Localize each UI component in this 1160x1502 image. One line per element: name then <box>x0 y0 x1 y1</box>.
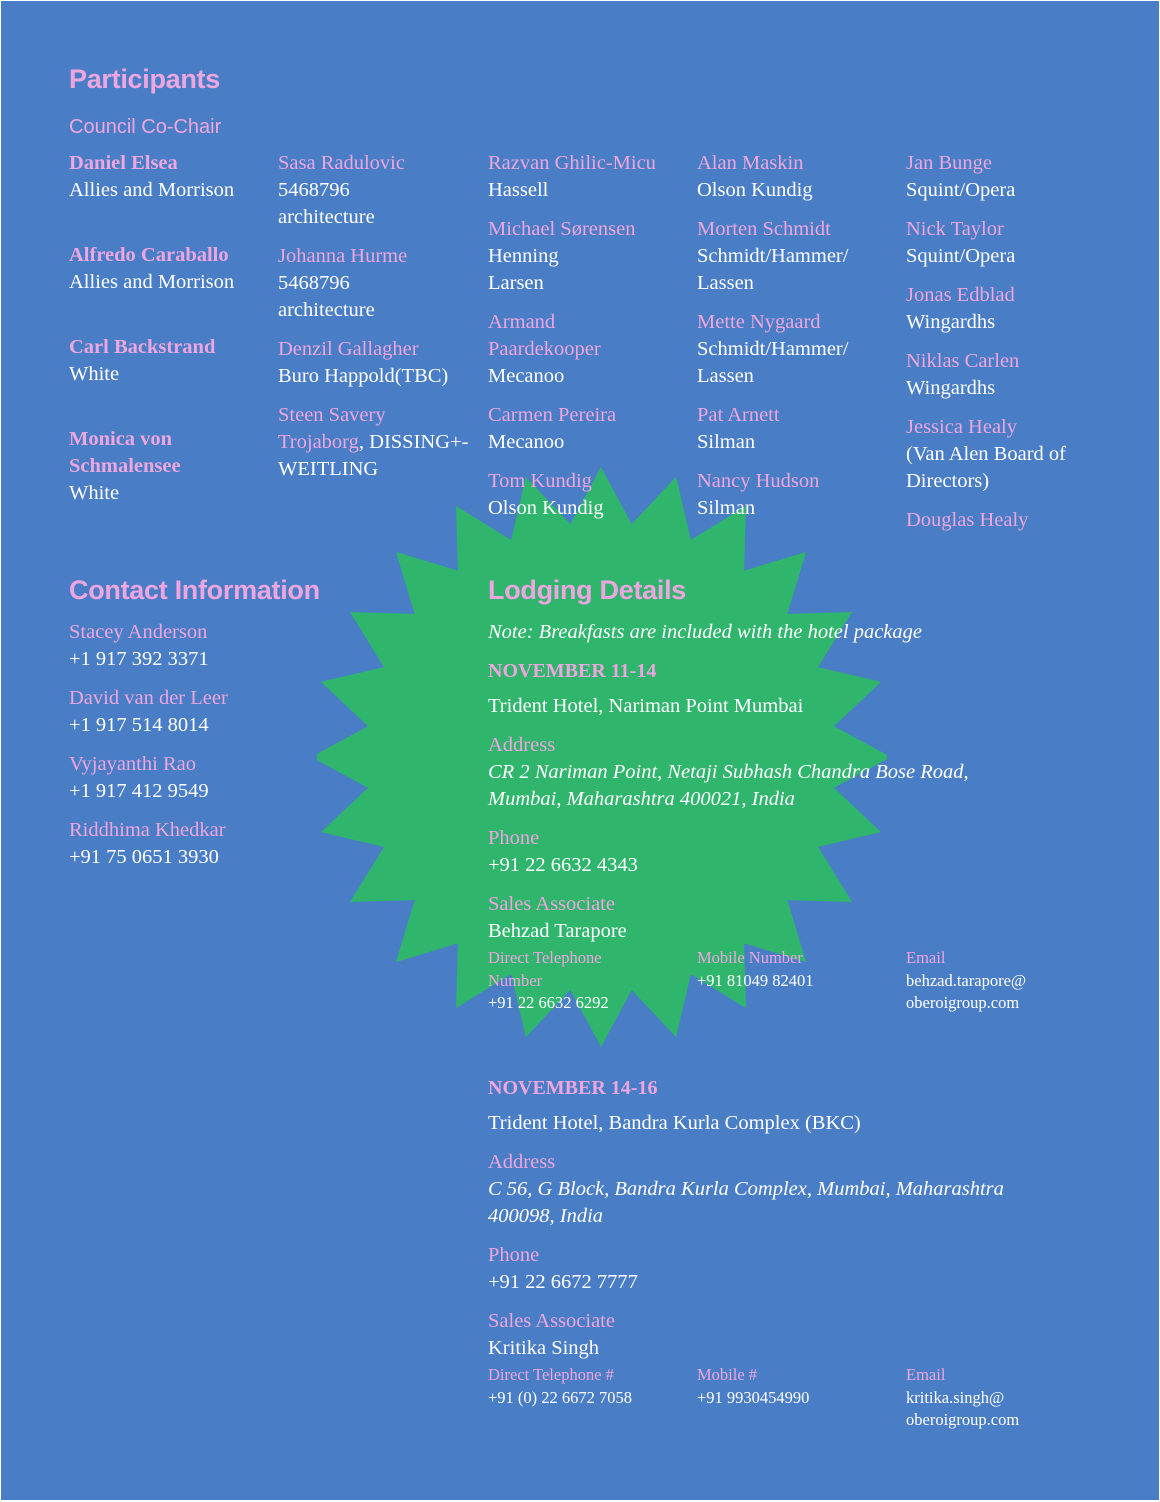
participant-entry <box>488 216 693 297</box>
participants-column-5 <box>906 150 1106 546</box>
participant-name: Jonas Edblad <box>906 284 1015 306</box>
participant-org: Allies and Morrison <box>69 179 235 201</box>
hotel-phone: +91 22 6632 4343 <box>488 854 638 876</box>
participant-org: Schmidt/Hammer/ Lassen <box>697 338 849 387</box>
participant-org: Wingardhs <box>906 377 996 399</box>
participant-name: Nancy Hudson <box>697 470 820 492</box>
mobile-label: Mobile # <box>697 1365 758 1384</box>
contact-name: Riddhima Khedkar <box>69 819 226 841</box>
mobile-value: +91 9930454990 <box>697 1387 810 1407</box>
participant-org: Buro Happold(TBC) <box>278 365 449 387</box>
participant-entry <box>69 150 274 204</box>
participant-entry <box>278 150 473 231</box>
participant-name: Alan Maskin <box>697 152 804 174</box>
participant-name: Carl Backstrand <box>69 336 216 358</box>
participant-entry <box>69 334 274 388</box>
participant-entry <box>697 216 902 297</box>
participant-entry <box>488 150 693 204</box>
stay-dates: NOVEMBER 11-14 <box>488 660 657 682</box>
contact-entry <box>69 751 289 805</box>
participant-entry <box>906 507 1106 534</box>
mobile-number <box>697 947 867 992</box>
participant-entry <box>697 309 902 390</box>
participant-name: Niklas Carlen <box>906 350 1020 372</box>
email-value[interactable]: kritika.singh@ oberoigroup.com <box>906 1387 1020 1429</box>
participant-name: Douglas Healy <box>906 509 1029 531</box>
participant-entry <box>488 468 693 522</box>
participant-name: Tom Kundig <box>488 470 592 492</box>
participant-entry <box>278 402 473 483</box>
participants-column-1 <box>69 150 274 545</box>
direct-telephone-value: +91 (0) 22 6672 7058 <box>488 1387 633 1407</box>
participant-name: Morten Schmidt <box>697 218 831 240</box>
contact-entry <box>69 817 289 871</box>
direct-telephone <box>488 947 648 1015</box>
participant-name: Monica von Schmalensee <box>69 428 181 477</box>
participants-column-2 <box>278 150 473 495</box>
phone-label: Phone <box>488 827 540 849</box>
participants-heading: Participants <box>69 64 220 94</box>
direct-telephone <box>488 1364 668 1409</box>
contact-phone: +1 917 514 8014 <box>69 714 209 736</box>
hotel-address: C 56, G Block, Bandra Kurla Complex, Mumbai, Maharashtra 400098, India <box>488 1178 1004 1227</box>
participant-org: Allies and Morrison <box>69 271 235 293</box>
email-value[interactable]: behzad.tarapore@ oberoigroup.com <box>906 970 1027 1012</box>
contact-name: Stacey Anderson <box>69 621 208 643</box>
contact-entry <box>69 685 289 739</box>
lodging-note: Note: Breakfasts are included with the hotel package <box>488 621 923 643</box>
participant-name: Mette Nygaard <box>697 311 821 333</box>
mobile-value: +91 81049 82401 <box>697 970 814 990</box>
participant-name: Steen Savery Trojaborg <box>278 404 386 453</box>
participant-entry <box>906 282 1106 336</box>
participant-name: Johanna Hurme <box>278 245 408 267</box>
participant-org: , DISSING+-WEITLING <box>278 431 469 480</box>
hotel-address: CR 2 Nariman Point, Netaji Subhash Chandra Bose Road, Mumbai, Maharashtra 400021, India <box>488 761 969 810</box>
participant-org: Silman <box>697 431 756 453</box>
sales-associate-name: Behzad Tarapore <box>488 920 627 942</box>
hotel-phone: +91 22 6672 7777 <box>488 1271 638 1293</box>
participant-org: Mecanoo <box>488 431 565 453</box>
participant-name: Razvan Ghilic-Micu <box>488 152 656 174</box>
contact-phone: +91 75 0651 3930 <box>69 846 219 868</box>
lodging-heading: Lodging Details <box>488 575 687 605</box>
mobile-label: Mobile Number <box>697 948 803 967</box>
mobile-number <box>697 1364 867 1409</box>
participant-org: Mecanoo <box>488 365 565 387</box>
participant-entry <box>906 150 1106 204</box>
participant-org: Silman <box>697 497 756 519</box>
stay-1 <box>488 658 1108 945</box>
participant-org: White <box>69 482 120 504</box>
participant-name: Armand Paardekooper <box>488 311 601 360</box>
participant-org: Hassell <box>488 179 549 201</box>
participants-column-3 <box>488 150 693 534</box>
participant-org: Olson Kundig <box>488 497 604 519</box>
participant-entry <box>906 348 1106 402</box>
contact-list <box>69 619 289 883</box>
participant-entry <box>906 414 1106 495</box>
participant-org: 5468796 architecture <box>278 179 375 228</box>
hotel-name: Trident Hotel, Bandra Kurla Complex (BKC) <box>488 1112 861 1134</box>
address-label: Address <box>488 1151 556 1173</box>
participant-org: Schmidt/Hammer/ Lassen <box>697 245 849 294</box>
email-label: Email <box>906 948 946 967</box>
hotel-name: Trident Hotel, Nariman Point Mumbai <box>488 695 804 717</box>
participants-column-4 <box>697 150 902 534</box>
sales-associate-name: Kritika Singh <box>488 1337 600 1359</box>
contact-heading: Contact Information <box>69 575 320 605</box>
participant-name: Daniel Elsea <box>69 152 178 174</box>
participant-name: Carmen Pereira <box>488 404 617 426</box>
participant-org: Squint/Opera <box>906 245 1016 267</box>
participant-org: (Van Alen Board of Directors) <box>906 443 1066 492</box>
participant-org: Henning Larsen <box>488 245 559 294</box>
contact-name: Vyjayanthi Rao <box>69 753 196 775</box>
participant-entry <box>69 426 274 507</box>
contact-phone: +1 917 392 3371 <box>69 648 209 670</box>
participant-entry <box>488 309 693 390</box>
participant-entry <box>69 242 274 296</box>
email <box>906 1364 1056 1432</box>
contact-phone: +1 917 412 9549 <box>69 780 209 802</box>
participant-entry <box>278 336 473 390</box>
stay-dates: NOVEMBER 14-16 <box>488 1077 658 1099</box>
participant-entry <box>488 402 693 456</box>
direct-telephone-label: Direct Telephone # <box>488 1365 614 1384</box>
direct-telephone-label: Direct Telephone Number <box>488 948 602 990</box>
participant-name: Nick Taylor <box>906 218 1004 240</box>
participant-name: Denzil Gallagher <box>278 338 419 360</box>
phone-label: Phone <box>488 1244 540 1266</box>
participant-entry <box>278 243 473 324</box>
participant-entry <box>697 402 902 456</box>
participant-name: Alfredo Caraballo <box>69 244 229 266</box>
participant-entry <box>697 468 902 522</box>
email <box>906 947 1056 1015</box>
participant-name: Pat Arnett <box>697 404 780 426</box>
participant-org: Olson Kundig <box>697 179 813 201</box>
council-cochair-label: Council Co-Chair <box>69 116 222 138</box>
document-page <box>1 1 1159 1500</box>
contact-entry <box>69 619 289 673</box>
address-label: Address <box>488 734 556 756</box>
stay-2 <box>488 1075 1108 1362</box>
participant-entry <box>697 150 902 204</box>
participant-name: Jessica Healy <box>906 416 1017 438</box>
participant-entry <box>906 216 1106 270</box>
participant-org: Wingardhs <box>906 311 996 333</box>
participant-name: Jan Bunge <box>906 152 992 174</box>
participant-org: White <box>69 363 120 385</box>
direct-telephone-value: +91 22 6632 6292 <box>488 993 609 1012</box>
contact-name: David van der Leer <box>69 687 228 709</box>
email-label: Email <box>906 1365 946 1384</box>
participant-name: Michael Sørensen <box>488 218 636 240</box>
participant-name: Sasa Radulovic <box>278 152 405 174</box>
sales-associate-label: Sales Associate <box>488 1310 615 1332</box>
sales-associate-label: Sales Associate <box>488 893 615 915</box>
participant-org: Squint/Opera <box>906 179 1016 201</box>
participant-org: 5468796 architecture <box>278 272 375 321</box>
